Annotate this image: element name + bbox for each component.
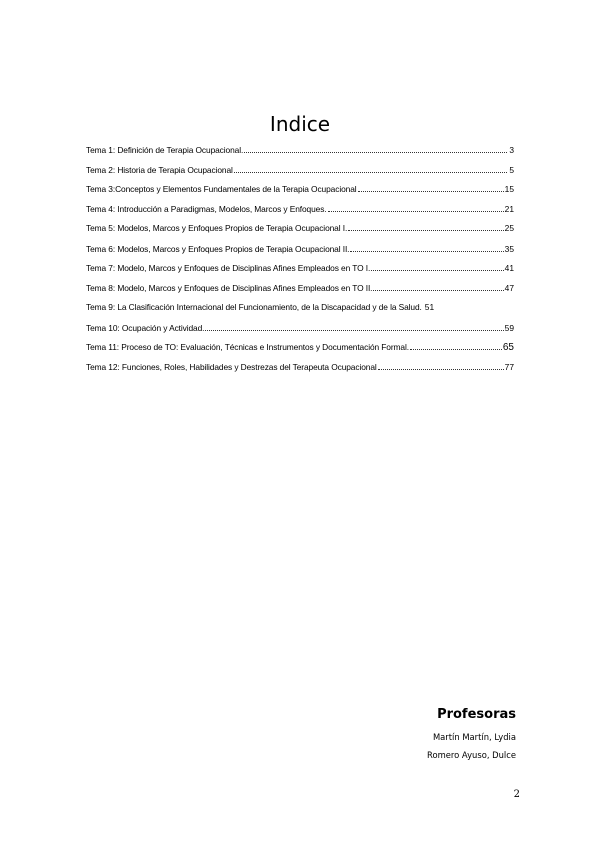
toc-entry-title: Tema 8: Modelo, Marcos y Enfoques de Disciplinas Afines Empleados en TO II. — [86, 282, 373, 293]
professor-name: Romero Ayuso, Dulce — [427, 750, 516, 760]
toc-entry-title: Tema 2: Historia de Terapia Ocupacional — [86, 164, 233, 175]
toc-leader-dots — [205, 322, 503, 331]
toc-entry — [86, 322, 514, 342]
professor-name: Martín Martín, Lydia — [432, 732, 516, 742]
toc-entry-page: 51 — [424, 302, 435, 312]
toc-entry-title: Tema 7: Modelo, Marcos y Enfoques de Disciplinas Afines Empleados en TO I. — [86, 263, 371, 273]
toc-entry-page: 47 — [504, 282, 514, 293]
toc-entry-page: 35 — [504, 243, 514, 254]
toc-entry — [86, 222, 514, 242]
toc-entry-page: 59 — [504, 322, 514, 333]
toc-leader-dots — [410, 341, 502, 350]
toc-entry — [86, 144, 514, 164]
professors-block — [427, 707, 516, 764]
page-title: Indice — [269, 112, 331, 136]
toc-entry — [86, 203, 514, 223]
toc-entry — [86, 243, 514, 263]
toc-entry — [86, 164, 514, 184]
professors-heading: Profesoras — [437, 707, 516, 722]
toc-entry-title: Tema 11: Proceso de TO: Evaluación, Técnicas e Instrumentos y Documentación Formal. — [86, 342, 409, 352]
toc-entry — [86, 341, 514, 361]
toc-leader-dots — [350, 243, 503, 252]
toc-entry-page: 5 — [509, 164, 514, 175]
toc-entry-title: Tema 4: Introducción a Paradigmas, Modelos, Marcos y Enfoques. — [86, 203, 327, 214]
toc-entry — [86, 282, 514, 302]
toc-entry-page: 65 — [502, 342, 514, 353]
toc-entry-title: Tema 5: Modelos, Marcos y Enfoques Propios de Terapia Ocupacional I. — [86, 223, 348, 233]
toc-entry-title: Tema 10: Ocupación y Actividad. — [86, 322, 205, 333]
toc-leader-dots — [371, 262, 504, 271]
toc-entry — [86, 361, 514, 381]
toc-leader-dots — [358, 183, 504, 192]
toc-entry-page: 3 — [509, 145, 514, 155]
toc-entry — [86, 183, 514, 203]
toc-leader-dots — [328, 203, 504, 212]
toc-entry-page: 41 — [504, 263, 514, 273]
toc-leader-dots — [373, 282, 503, 291]
table-of-contents — [86, 144, 514, 380]
toc-entry — [86, 262, 514, 282]
toc-leader-dots — [244, 144, 507, 153]
toc-leader-dots — [234, 164, 507, 173]
toc-leader-dots — [348, 222, 503, 231]
toc-leader-dots — [378, 361, 504, 370]
toc-entry — [86, 302, 514, 322]
page-number: 2 — [513, 789, 520, 800]
toc-entry-page: 25 — [504, 223, 514, 233]
toc-entry-title: Tema 9: La Clasificación Internacional del Funcionamiento, de la Discapacidad y de la Salud. — [86, 302, 422, 312]
toc-entry-page: 21 — [504, 203, 514, 214]
toc-entry-title: Tema 6: Modelos, Marcos y Enfoques Propios de Terapia Ocupacional II. — [86, 243, 350, 254]
toc-entry-title: Tema 1: Definición de Terapia Ocupacional. — [86, 145, 244, 155]
toc-entry-page: 15 — [504, 184, 514, 194]
toc-entry-title: Tema 12: Funciones, Roles, Habilidades y Destrezas del Terapeuta Ocupacional — [86, 361, 377, 372]
toc-entry-title: Tema 3:Conceptos y Elementos Fundamentales de la Terapia Ocupacional — [86, 184, 357, 194]
toc-entry-page: 77 — [504, 361, 514, 372]
